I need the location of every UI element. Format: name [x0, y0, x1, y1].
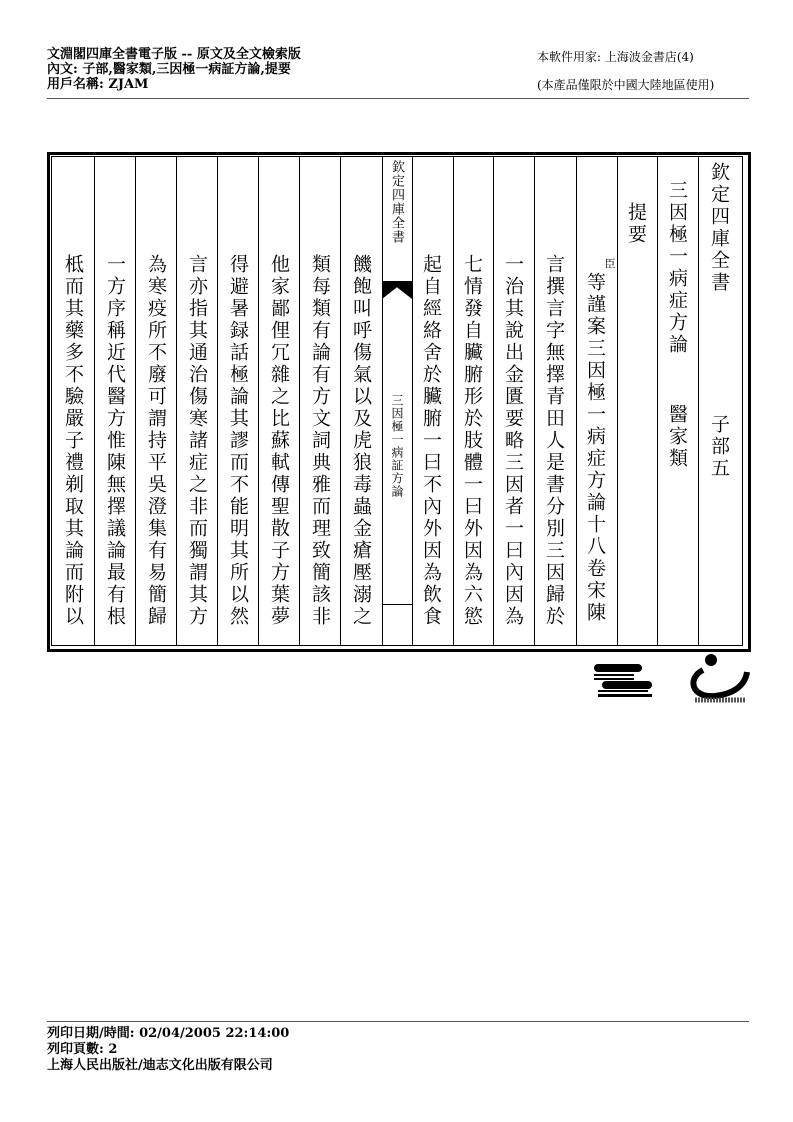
column-divider — [258, 156, 259, 646]
footer-print-time: 列印日期/時間: 02/04/2005 22:14:00 — [47, 1026, 290, 1041]
fold-book-title: 三因極一病証方論 — [390, 394, 404, 498]
column-divider — [340, 156, 341, 646]
text-column: 言撰言字無擇青田人是書分別三因歸於 — [543, 254, 565, 628]
header-divider — [47, 98, 749, 99]
column-book-title: 三因極一病症方論 — [666, 180, 688, 356]
text-column: 饑飽叫呼傷氣以及虎狼毒蟲金瘡壓溺之 — [350, 254, 372, 628]
text-column: 等謹案三因極一病症方論十八卷宋陳 — [584, 272, 606, 624]
column-title: 欽定四庫全書 — [708, 162, 730, 294]
column-chen: 臣 — [603, 258, 616, 270]
publisher-logo-books — [592, 662, 654, 698]
column-divider — [493, 156, 494, 646]
column-tiyao: 提要 — [625, 202, 647, 246]
column-divider — [617, 156, 618, 646]
publisher-logo-seal — [685, 652, 755, 708]
text-column: 一治其說出金匱要略三因者一曰內因為 — [502, 254, 524, 628]
column-divider — [453, 156, 454, 646]
text-column: 起自經絡舍於臟腑一曰不內外因為飲食 — [420, 254, 442, 628]
text-column: 類每類有論有方文詞典雅而理致簡該非 — [309, 254, 331, 628]
column-divider — [576, 156, 577, 646]
column-divider — [217, 156, 218, 646]
footer-publisher: 上海人民出版社/迪志文化出版有限公司 — [47, 1058, 273, 1073]
text-column: 一方序稱近代醫方惟陳無擇議論最有根 — [104, 254, 126, 628]
column-divider — [534, 156, 535, 646]
text-column: 言亦指其通治傷寒諸症之非而獨謂其方 — [186, 254, 208, 628]
column-divider — [176, 156, 177, 646]
column-divider — [657, 156, 658, 646]
column-divider — [94, 156, 95, 646]
column-divider — [299, 156, 300, 646]
column-divider — [135, 156, 136, 646]
text-column: 為寒疫所不廢可謂持平吳澄集有易簡歸 — [145, 254, 167, 628]
footer-print-pages: 列印頁數: 2 — [47, 1042, 118, 1057]
text-column: 七情發自臟腑形於肢體一曰外因為六慾 — [461, 254, 483, 628]
fold-title: 欽定四庫全書 — [389, 160, 404, 244]
header-restriction: (本產品僅限於中國大陸地區使用) — [537, 78, 715, 92]
footer-divider — [47, 1021, 749, 1022]
text-column: 得避暑録話極論其謬而不能明其所以然 — [227, 254, 249, 628]
header-licensee: 本軟件用家: 上海波金書店(4) — [537, 50, 694, 64]
fold-divider — [382, 604, 412, 605]
text-column: 他家鄙俚冗雜之比蘇軾傳聖散子方葉夢 — [268, 254, 290, 628]
column-divider — [382, 156, 383, 646]
column-divider — [698, 156, 699, 646]
header-title: 文淵閣四庫全書電子版 -- 原文及全文檢索版 — [47, 47, 301, 62]
column-section: 子部五 — [708, 414, 730, 480]
column-category: 醫家類 — [666, 404, 688, 470]
column-divider — [412, 156, 413, 646]
header-username: 用戶名稱: ZJAM — [47, 77, 149, 92]
header-content-path: 內文: 子部,醫家類,三因極一病証方論,提要 — [47, 62, 291, 77]
text-column: 柢而其藥多不驗嚴子禮剃取其論而附以 — [62, 254, 84, 628]
